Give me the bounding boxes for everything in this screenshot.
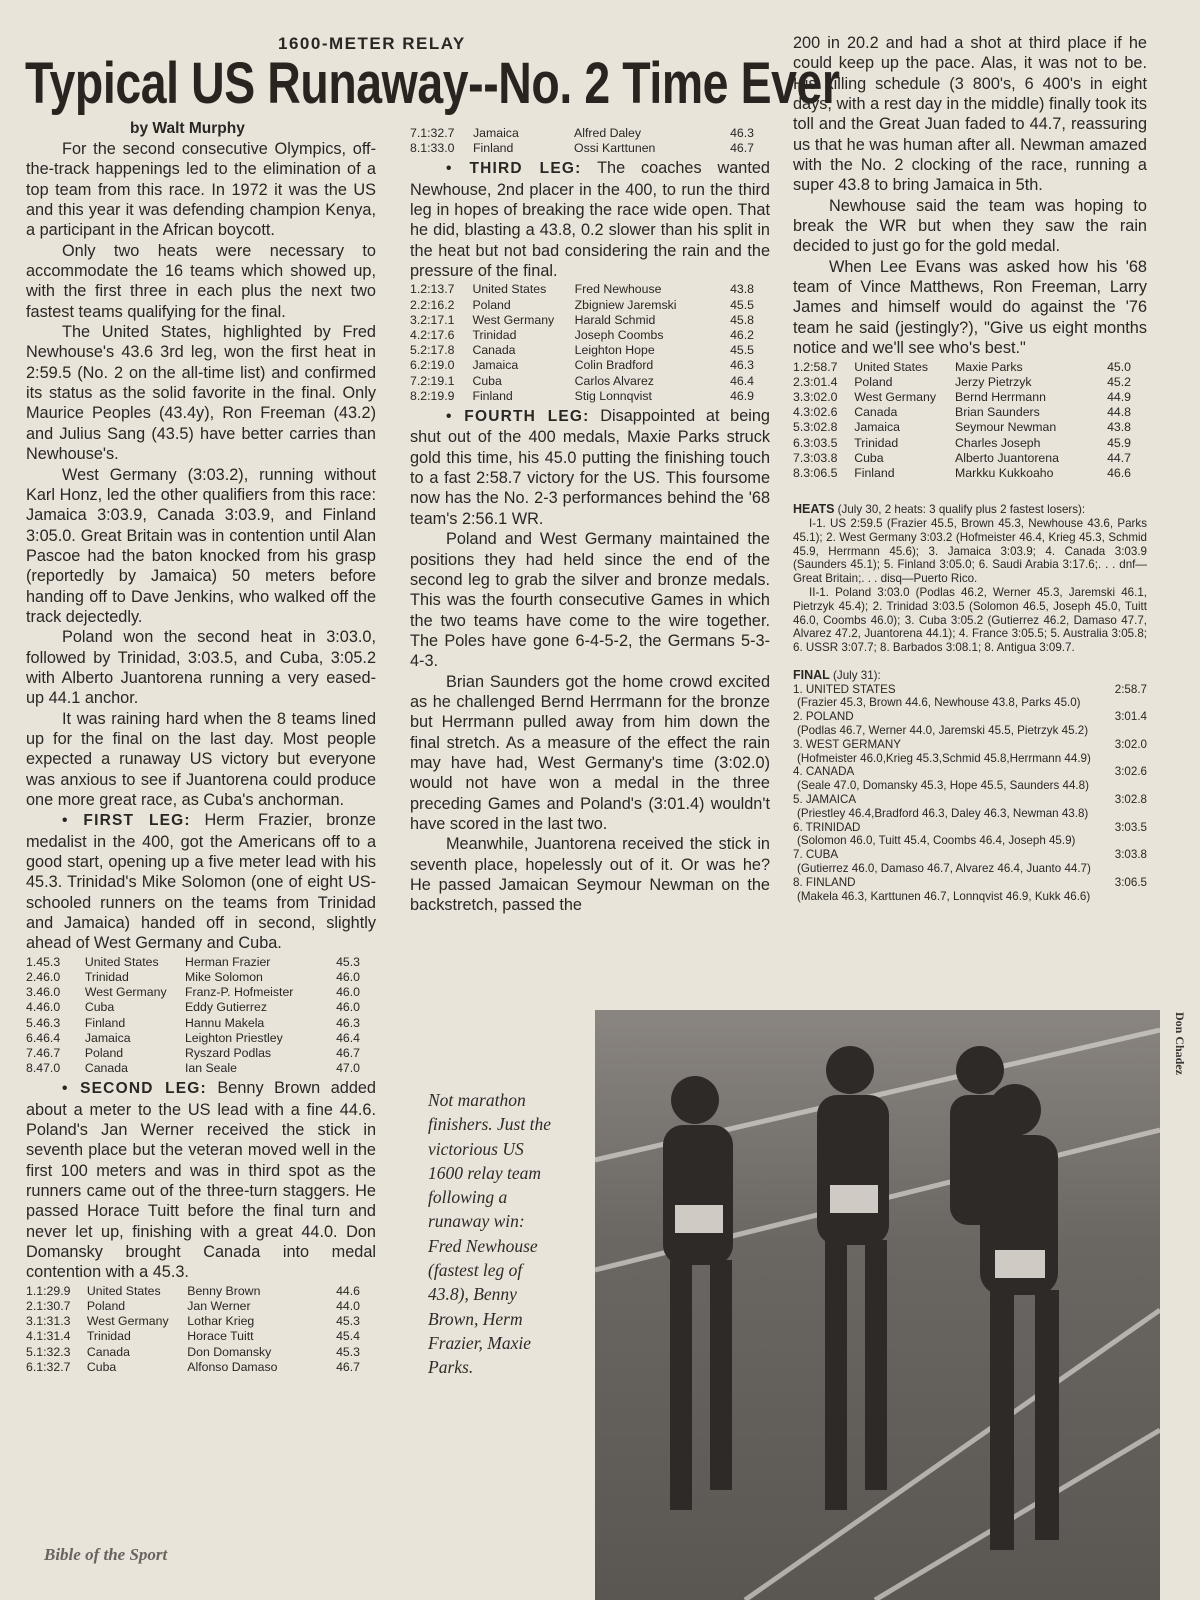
paragraph-text: The coaches wanted Newhouse, 2nd placer in the 400, to run the third leg in hopes of breaking the race wide open. That he did, blasting a 43.8, 0.2 slower than his split in the heat but not bad considering the rain and the pressure of the final. — [410, 159, 770, 281]
leg-splits-table — [26, 955, 376, 1077]
final-team: 4. CANADA — [793, 765, 855, 779]
split-runner: Alberto Juantorena — [955, 450, 1059, 465]
article-paragraph — [26, 627, 376, 708]
split-team: Finland — [84, 1015, 126, 1030]
article-paragraph — [26, 709, 376, 811]
byline: by Walt Murphy — [130, 120, 245, 137]
article-paragraph — [26, 1078, 376, 1282]
paragraph-text: Benny Brown added about a meter to the US lead with a fine 44.6. Poland's Jan Werner received the stick in seventh place but the veteran moved well in the first 100 meters and was in third spot as the runners came out of the three-turn staggers. He passed Horace Tuitt before the final turn and never let up, finishing with a great 44.0. Don Domansky brought Canada into medal contention with a 45.3. — [26, 1079, 376, 1282]
split-place-time: 8.2:19.9 — [410, 388, 455, 403]
final-splits: (Frazier 45.3, Brown 44.6, Newhouse 43.8, Parks 45.0) — [797, 696, 1081, 710]
article-paragraph — [410, 529, 770, 671]
split-runner: Franz-P. Hofmeister — [184, 985, 294, 1000]
article-paragraph — [793, 257, 1147, 359]
split-place-time: 5.46.3 — [26, 1015, 61, 1030]
split-team: Finland — [472, 388, 513, 403]
split-team: West Germany — [84, 985, 167, 1000]
split-time: 46.0 — [336, 1000, 360, 1015]
split-team: Jamaica — [854, 420, 900, 435]
article-paragraph — [26, 322, 376, 464]
final-result-row — [793, 710, 1147, 724]
split-runner: Ossi Karttunen — [574, 141, 656, 156]
split-time: 46.4 — [730, 373, 754, 388]
heat-1-results: I-1. US 2:59.5 (Frazier 45.5, Brown 45.3, Newhouse 43.6, Parks 45.1); 2. West Germany 3:03.2 (Hofmeister 46.4, Krieg 45.3, Schmid 45.9, Herrmann 45.6); 3. Jamaica 3:03.9; 4. Canada 3:03.9 (Saunders 45.1); 5. Finland 3:05.0; 6. Saudi Arabia 3:17.6;. . . dnf—Great Britain;. . . disq—Puerto Rico. — [793, 516, 1147, 586]
split-place-time: 6.3:03.5 — [793, 435, 838, 450]
table-row — [26, 1299, 376, 1314]
split-time: 46.4 — [336, 1030, 360, 1045]
split-time: 44.6 — [336, 1283, 360, 1298]
final-splits: (Gutierrez 46.0, Damaso 46.7, Alvarez 46.4, Juanto 44.7) — [797, 862, 1091, 876]
split-time: 43.8 — [730, 282, 754, 297]
split-time: 44.0 — [336, 1299, 360, 1314]
split-runner: Jan Werner — [187, 1299, 251, 1314]
split-time: 45.3 — [336, 954, 360, 969]
split-runner: Eddy Gutierrez — [184, 1000, 267, 1015]
final-splits: (Solomon 46.0, Tuitt 45.4, Coombs 46.4, Joseph 45.9) — [797, 834, 1076, 848]
split-place-time: 4.46.0 — [26, 1000, 61, 1015]
heats-results — [793, 503, 1147, 655]
final-time: 3:02.0 — [1114, 737, 1147, 751]
table-row — [410, 343, 770, 358]
article-paragraph — [410, 158, 770, 281]
split-time: 45.3 — [336, 1314, 360, 1329]
split-team: Cuba — [854, 450, 884, 465]
article-kicker: 1600-METER RELAY — [278, 34, 466, 53]
split-time: 45.4 — [336, 1329, 360, 1344]
article-paragraph — [410, 406, 770, 529]
final-team: 5. JAMAICA — [793, 793, 857, 807]
article-paragraph — [410, 672, 770, 835]
split-runner: Maxie Parks — [955, 359, 1023, 374]
split-time: 44.8 — [1107, 405, 1131, 420]
final-time: 3:01.4 — [1114, 710, 1147, 724]
table-row — [410, 282, 770, 297]
split-place-time: 3.46.0 — [26, 985, 61, 1000]
table-row — [793, 375, 1147, 390]
split-place-time: 6.1:32.7 — [26, 1359, 71, 1374]
magazine-footer: Bible of the Sport — [44, 1545, 168, 1564]
split-time: 46.7 — [336, 1359, 360, 1374]
final-subtitle: (July 31): — [833, 668, 881, 682]
split-place-time: 6.46.4 — [26, 1030, 61, 1045]
final-results — [793, 669, 1147, 904]
split-runner: Joseph Coombs — [574, 328, 664, 343]
split-time: 46.2 — [730, 328, 754, 343]
split-runner: Alfonso Damaso — [187, 1359, 278, 1374]
split-runner: Colin Bradford — [574, 358, 654, 373]
table-row — [793, 466, 1147, 481]
split-place-time: 8.3:06.5 — [793, 465, 838, 480]
final-result-row — [793, 876, 1147, 890]
split-place-time: 4.2:17.6 — [410, 328, 455, 343]
split-time: 46.7 — [336, 1045, 360, 1060]
split-time: 46.0 — [336, 985, 360, 1000]
split-place-time: 5.2:17.8 — [410, 343, 455, 358]
split-runner: Seymour Newman — [955, 420, 1057, 435]
split-time: 44.7 — [1107, 450, 1131, 465]
final-result-row — [793, 793, 1147, 807]
split-place-time: 1.45.3 — [26, 954, 61, 969]
split-team: United States — [86, 1283, 161, 1298]
leg-splits-table — [26, 1284, 376, 1375]
paragraph-text: Poland and West Germany maintained the positions they had held since the end of the second leg to grab the silver and bronze medals. This was the fourth consecutive Games in which the two teams have come to the wire together. The Poles have gone 6-4-5-2, the Germans 5-3-4-3. — [410, 530, 770, 671]
split-team: West Germany — [472, 312, 555, 327]
split-runner: Mike Solomon — [184, 969, 263, 984]
split-runner: Jerzy Pietrzyk — [955, 374, 1032, 389]
paragraph-text: West Germany (3:03.2), running without Karl Honz, led the other qualifiers from this race: Jamaica 3:03.9, Canada 3:03.9, and Finland 3:05.0. Great Britain was in contention until Alan Pascoe had the baton knocked from his grasp (reportedly by Jamaica) 50 meters before handing off to Dave Jenkins, who walked off the track dejectedly. — [26, 465, 376, 626]
split-team: Canada — [854, 405, 898, 420]
split-place-time: 7.2:19.1 — [410, 373, 455, 388]
split-runner: Leighton Priestley — [184, 1030, 283, 1045]
table-row — [26, 1360, 376, 1375]
table-row — [793, 436, 1147, 451]
split-time: 45.0 — [1107, 359, 1131, 374]
heat-2-results: II-1. Poland 3:03.0 (Podlas 46.2, Werner 45.3, Jaremski 46.1, Pietrzyk 45.4); 2. Trinidad 3:03.5 (Solomon 46.5, Joseph 45.0, Tuitt 46.0, Coombs 46.0); 3. Cuba 3:05.2 (Gutierrez 46.2, Damaso 47.7, Alvarez 47.2, Juantorena 44.1); 4. France 3:05.5; 5. Australia 3:05.8; 6. USSR 3:07.7; 8. Barbados 3:08.1; 8. Antigua 3:09.7. — [793, 585, 1147, 655]
split-runner: Bernd Herrmann — [955, 389, 1046, 404]
leg-splits-table — [793, 360, 1147, 482]
split-runner: Hannu Makela — [184, 1015, 265, 1030]
final-result-row — [793, 738, 1147, 752]
article-column-2 — [410, 125, 770, 916]
split-team: Trinidad — [84, 969, 129, 984]
split-time: 45.2 — [1107, 374, 1131, 389]
split-place-time: 3.2:17.1 — [410, 312, 455, 327]
split-team: West Germany — [86, 1314, 169, 1329]
table-row — [410, 374, 770, 389]
split-place-time: 2.3:01.4 — [793, 374, 838, 389]
split-runner: Alfred Daley — [574, 126, 642, 140]
split-team: Cuba — [86, 1359, 117, 1374]
final-splits: (Podlas 46.7, Werner 44.0, Jaremski 45.5, Pietrzyk 45.2) — [797, 724, 1089, 738]
final-result-row — [793, 765, 1147, 779]
split-runner: Ian Seale — [184, 1061, 237, 1076]
table-row — [26, 1016, 376, 1031]
table-row — [410, 389, 770, 404]
split-time: 47.0 — [336, 1061, 360, 1076]
final-splits: (Seale 47.0, Domansky 45.3, Hope 45.5, Saunders 44.8) — [797, 779, 1089, 793]
leg-heading: • THIRD LEG: — [446, 160, 582, 178]
article-paragraph — [410, 834, 770, 915]
paragraph-text: Brian Saunders got the home crowd excited as he challenged Bernd Herrmann for the bronze but Herrmann pulled away from him down the final stretch. As a measure of the effect the rain may have had, West Germany's time (3:02.0) would not have won a medal in the three preceding Games and Poland's (3:01.4) wouldn't have scored in the last two. — [410, 672, 770, 833]
final-time: 3:03.5 — [1114, 820, 1147, 834]
final-team: 1. UNITED STATES — [793, 682, 896, 696]
split-runner: Charles Joseph — [955, 435, 1041, 450]
split-place-time: 2.2:16.2 — [410, 297, 455, 312]
split-runner: Harald Schmid — [574, 312, 656, 327]
split-team: Trinidad — [472, 328, 517, 343]
paragraph-text: Meanwhile, Juantorena received the stick in seventh place, hopelessly out of it. Or was he? He passed Jamaican Seymour Newman on the backstretch, passed the — [410, 835, 770, 915]
split-team: West Germany — [854, 389, 936, 404]
split-time: 46.7 — [730, 141, 754, 156]
final-time: 3:06.5 — [1114, 875, 1147, 889]
split-time: 44.9 — [1107, 389, 1131, 404]
split-place-time: 7.3:03.8 — [793, 450, 838, 465]
final-time: 3:02.6 — [1114, 765, 1147, 779]
split-team: Canada — [84, 1061, 128, 1076]
split-team: Trinidad — [854, 435, 899, 450]
article-column-1 — [26, 119, 376, 1377]
heats-title: HEATS — [793, 502, 835, 517]
split-time: 46.3 — [336, 1015, 360, 1030]
split-time: 46.0 — [336, 969, 360, 984]
photo-caption: Not marathon finishers. Just the victorious US 1600 relay team following a runaway win: Fred Newhouse (fastest leg of 43.8), Benny Brown, Herm Frazier, Maxie Parks. — [428, 1090, 551, 1378]
heats-subtitle: (July 30, 2 heats: 3 qualify plus 2 fastest losers): — [837, 503, 1086, 517]
paragraph-text: For the second consecutive Olympics, off-the-track happenings led to the elimination of a top team from this race. In 1972 it was the US and this year it was defending champion Kenya, a participant in the African boycott. — [26, 140, 376, 240]
paragraph-text: Poland won the second heat in 3:03.0, followed by Trinidad, 3:03.5, and Cuba, 3:05.2 with Alberto Juantorena running a very eased-up 44.1 anchor. — [26, 628, 376, 708]
split-team: United States — [472, 282, 547, 297]
split-runner: Markku Kukkoaho — [955, 465, 1054, 480]
split-team: Poland — [854, 374, 893, 389]
paragraph-text: 200 in 20.2 and had a shot at third place if he could keep up the pace. Alas, it was not to be. His killing schedule (3 800's, 6 400's in eight days, with a rest day in the middle) finally took its toll and the Great Juan faded to 44.7, reassuring us that he was human after all. Newman amazed with the No. 2 clocking of the race, running a super 43.8 to bring Jamaica in 5th. — [793, 34, 1147, 195]
final-splits: (Makela 46.3, Karttunen 46.7, Lonnqvist 46.9, Kukk 46.6) — [797, 889, 1091, 903]
leg-splits-table — [410, 126, 770, 156]
leg-heading: • SECOND LEG: — [62, 1080, 207, 1098]
split-team: Finland — [854, 465, 895, 480]
table-row — [793, 451, 1147, 466]
table-row — [26, 1031, 376, 1046]
table-row — [410, 358, 770, 373]
table-row — [26, 1345, 376, 1360]
split-team: Canada — [472, 343, 516, 358]
split-place-time: 5.1:32.3 — [26, 1344, 71, 1359]
split-team: Jamaica — [473, 126, 519, 140]
leg-heading: • FIRST LEG: — [62, 812, 191, 830]
table-row — [26, 985, 376, 1000]
final-time: 3:03.8 — [1114, 848, 1147, 862]
article-paragraph — [26, 810, 376, 953]
split-runner: Herman Frazier — [184, 954, 271, 969]
split-place-time: 4.3:02.6 — [793, 405, 838, 420]
team-photo — [595, 1010, 1160, 1600]
split-place-time: 1.2:13.7 — [410, 282, 455, 297]
relay-runners-illustration — [595, 1010, 1160, 1600]
paragraph-text: Disappointed at being shut out of the 400 medals, Maxie Parks struck gold this time, his 45.0 putting the finishing touch to a fast 2:58.7 victory for the US. This foursome now has the No. 2-3 performances behind the '68 team's 2:56.1 WR. — [410, 407, 770, 528]
split-team: Jamaica — [472, 358, 519, 373]
final-team: 8. FINLAND — [793, 875, 856, 889]
split-team: Cuba — [84, 1000, 115, 1015]
split-place-time: 7.46.7 — [26, 1045, 61, 1060]
split-place-time: 1.2:58.7 — [793, 359, 838, 374]
table-row — [26, 1284, 376, 1299]
split-runner: Horace Tuitt — [187, 1329, 254, 1344]
split-time: 46.6 — [1107, 465, 1131, 480]
table-row — [793, 390, 1147, 405]
paragraph-text: Newhouse said the team was hoping to break the WR but when they saw the rain decided to just go for the gold medal. — [793, 196, 1147, 256]
final-time: 3:02.8 — [1114, 793, 1147, 807]
split-runner: Zbigniew Jaremski — [574, 297, 677, 312]
table-row — [26, 1061, 376, 1076]
split-runner: Don Domansky — [187, 1344, 272, 1359]
table-row — [410, 298, 770, 313]
split-runner: Lothar Krieg — [187, 1314, 255, 1329]
table-row — [410, 126, 770, 141]
table-row — [410, 141, 770, 156]
split-team: Jamaica — [84, 1030, 131, 1045]
leg-heading: • FOURTH LEG: — [446, 408, 590, 426]
split-place-time: 5.3:02.8 — [793, 420, 838, 435]
table-row — [793, 405, 1147, 420]
table-row — [26, 955, 376, 970]
split-runner: Benny Brown — [187, 1283, 261, 1298]
split-time: 46.9 — [730, 388, 754, 403]
split-place-time: 6.2:19.0 — [410, 358, 455, 373]
split-team: Poland — [472, 297, 511, 312]
table-row — [26, 1314, 376, 1329]
paragraph-text: Herm Frazier, bronze medalist in the 400, got the Americans off to a good start, opening up a five meter lead with his 45.3. Trinidad's Mike Solomon (one of eight US-schooled runners on the teams from Trinidad and Jamaica) handed off in second, slightly ahead of West Germany and Cuba. — [26, 811, 376, 953]
paragraph-text: The United States, highlighted by Fred Newhouse's 43.6 3rd leg, won the first heat in 2:59.5 (No. 2 on the all-time list) and confirmed its status as the solid favorite in the final. Only Maurice Peoples (43.4y), Ron Freeman (43.2) and Julius Sang (43.5) have better carries than Newhouse's. — [26, 323, 376, 464]
split-place-time: 7.1:32.7 — [410, 126, 455, 140]
split-time: 46.3 — [730, 126, 754, 140]
split-runner: Stig Lonnqvist — [574, 388, 652, 403]
table-row — [410, 313, 770, 328]
split-runner: Leighton Hope — [574, 343, 655, 358]
final-time: 2:58.7 — [1114, 682, 1147, 696]
split-runner: Brian Saunders — [955, 405, 1040, 420]
table-row — [793, 420, 1147, 435]
final-title: FINAL — [793, 667, 830, 682]
split-runner: Fred Newhouse — [574, 282, 662, 297]
table-row — [26, 1046, 376, 1061]
paragraph-text: Only two heats were necessary to accommodate the 16 teams which showed up, with the first three in each plus the next two fastest teams qualifying for the final. — [26, 241, 376, 321]
split-time: 45.3 — [336, 1344, 360, 1359]
split-time: 45.8 — [730, 312, 754, 327]
paragraph-text: When Lee Evans was asked how his '68 team of Vince Matthews, Ron Freeman, Larry James and himself would do against the '76 team he said (jestingly?), "Give us eight months notice and we'll see who's best." — [793, 257, 1147, 358]
split-team: United States — [854, 359, 929, 374]
split-time: 45.9 — [1107, 435, 1131, 450]
final-splits: (Hofmeister 46.0,Krieg 45.3,Schmid 45.8,Herrmann 44.9) — [797, 751, 1091, 765]
table-row — [26, 1329, 376, 1344]
split-place-time: 8.1:33.0 — [410, 141, 455, 156]
leg-splits-table — [410, 282, 770, 404]
table-row — [410, 328, 770, 343]
split-team: Poland — [84, 1045, 124, 1060]
split-team: Poland — [86, 1299, 126, 1314]
split-time: 45.5 — [730, 297, 754, 312]
split-place-time: 3.1:31.3 — [26, 1314, 71, 1329]
split-runner: Carlos Alvarez — [574, 373, 654, 388]
final-team: 3. WEST GERMANY — [793, 737, 902, 751]
photo-credit: Don Chadez — [1173, 1012, 1187, 1076]
article-paragraph — [793, 196, 1147, 257]
final-splits: (Priestley 46.4,Bradford 46.3, Daley 46.3, Newman 43.8) — [797, 806, 1089, 820]
final-result-row — [793, 683, 1147, 697]
article-paragraph — [793, 33, 1147, 196]
split-time: 43.8 — [1107, 420, 1131, 435]
split-time: 45.5 — [730, 343, 754, 358]
table-row — [26, 1000, 376, 1015]
table-row — [793, 360, 1147, 375]
article-paragraph — [26, 139, 376, 241]
split-place-time: 1.1:29.9 — [26, 1283, 71, 1298]
split-runner: Ryszard Podlas — [184, 1045, 272, 1060]
split-place-time: 8.47.0 — [26, 1061, 61, 1076]
final-result-row — [793, 848, 1147, 862]
split-team: Cuba — [472, 373, 502, 388]
article-headline: Typical US Runaway--No. 2 Time Ever — [25, 51, 840, 116]
article-column-3 — [793, 33, 1147, 903]
split-place-time: 3.3:02.0 — [793, 389, 838, 404]
paragraph-text: It was raining hard when the 8 teams lined up for the final on the last day. Most people expected a runaway US victory but everyone was anxious to see if Juantorena could produce one more great race, as Cuba's anchorman. — [26, 709, 376, 809]
split-place-time: 2.46.0 — [26, 969, 61, 984]
split-team: Canada — [86, 1344, 130, 1359]
split-team: Trinidad — [86, 1329, 131, 1344]
final-result-row — [793, 821, 1147, 835]
split-time: 46.3 — [730, 358, 754, 373]
split-team: Finland — [473, 141, 514, 156]
split-place-time: 4.1:31.4 — [26, 1329, 71, 1344]
table-row — [26, 970, 376, 985]
split-place-time: 2.1:30.7 — [26, 1299, 71, 1314]
split-team: United States — [84, 954, 159, 969]
final-team: 6. TRINIDAD — [793, 820, 861, 834]
article-paragraph — [26, 241, 376, 322]
final-team: 2. POLAND — [793, 710, 854, 724]
final-team: 7. CUBA — [793, 848, 839, 862]
article-paragraph — [26, 465, 376, 628]
